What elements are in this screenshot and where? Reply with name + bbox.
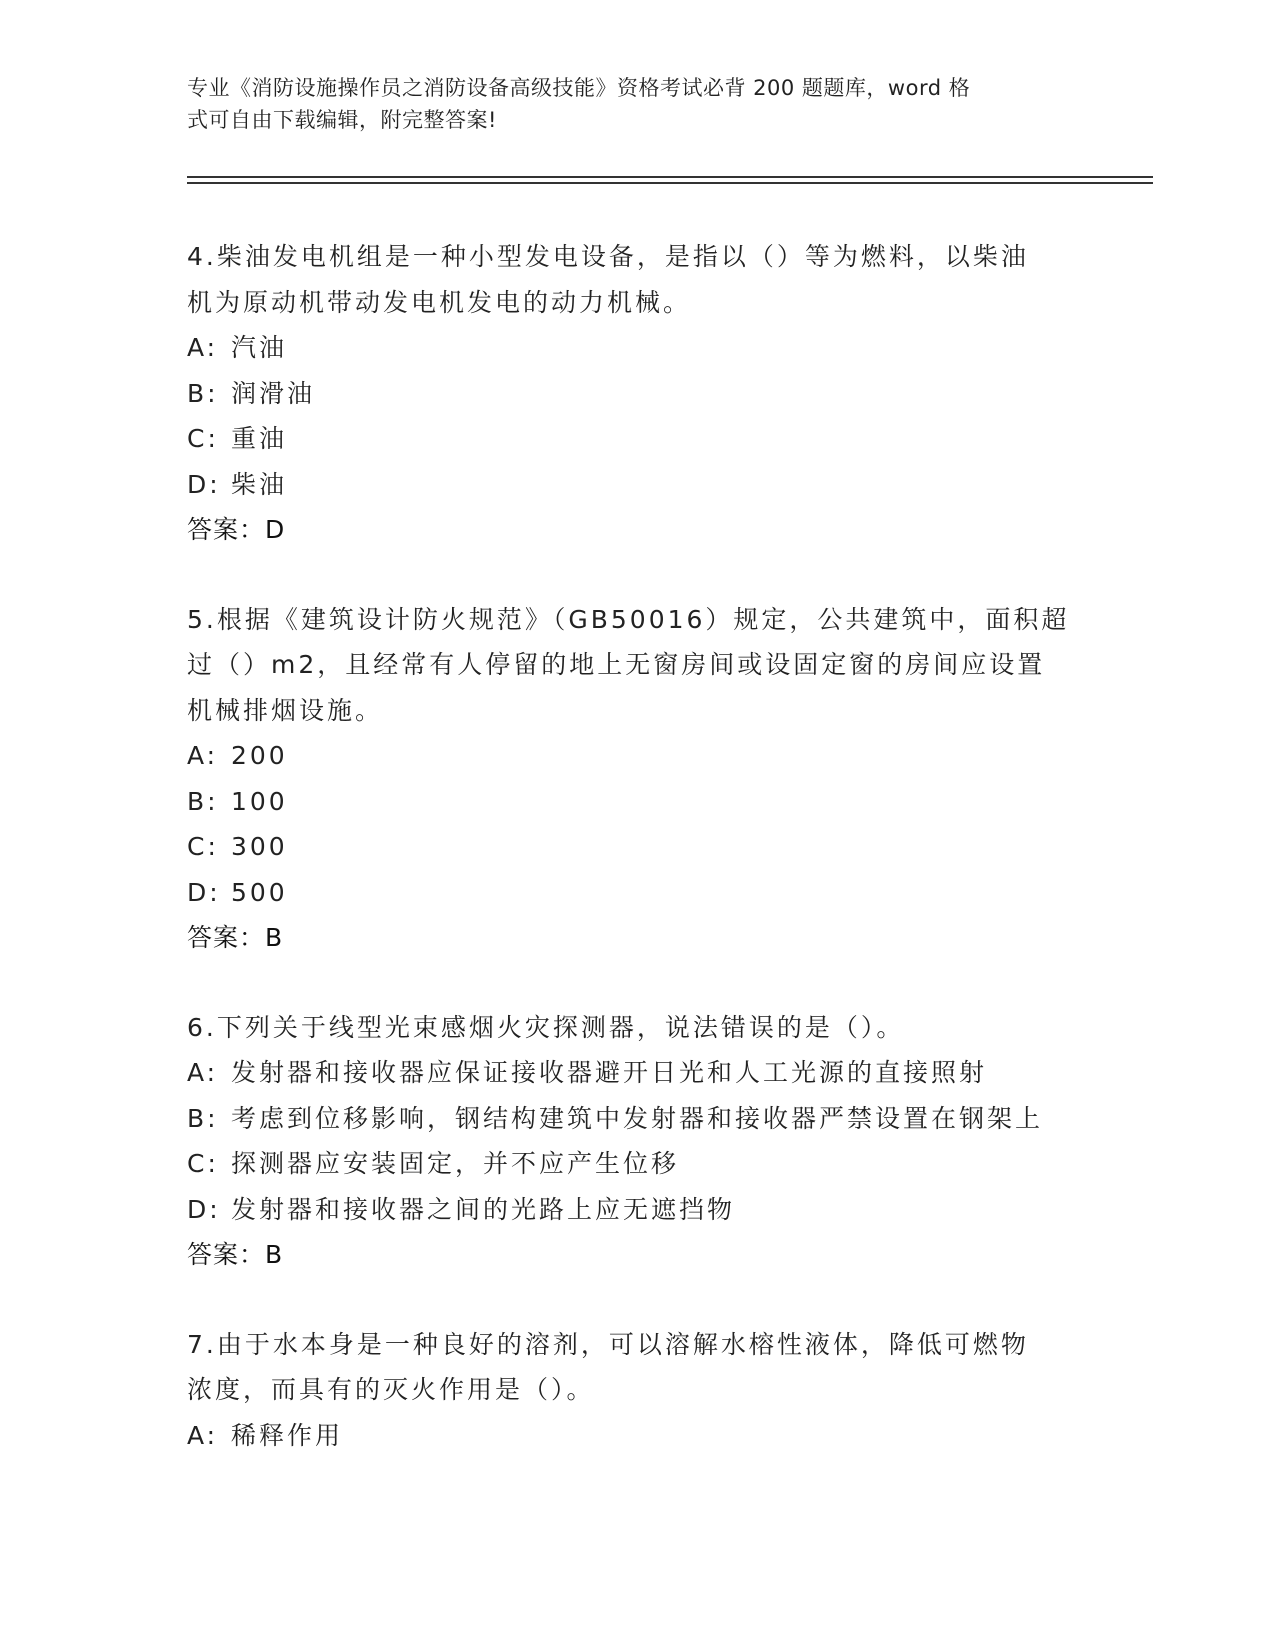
option-text: 柴油: [231, 469, 288, 499]
option-text: 探测器应安装固定，并不应产生位移: [231, 1149, 680, 1178]
header-divider-top: [187, 176, 1153, 178]
option-b: [187, 371, 1087, 417]
option-a: [187, 1413, 1087, 1459]
option-text: 300: [231, 832, 288, 861]
header-line-1: 专业《消防设施操作员之消防设备高级技能》资格考试必背 200 题题库，word 格: [187, 76, 971, 100]
option-text: 汽油: [231, 333, 288, 362]
option-letter: A:: [187, 741, 219, 770]
option-text: 重油: [231, 424, 288, 453]
option-text: 200: [231, 741, 288, 770]
option-a: [187, 1050, 1087, 1096]
question-text: [187, 234, 1087, 325]
option-text: 润滑油: [231, 378, 316, 408]
document-header: [187, 72, 1067, 136]
header-line-2: 式可自由下载编辑，附完整答案!: [187, 108, 497, 132]
question-text: [187, 597, 1087, 734]
question-line: 浓度，而具有的灭火作用是（）。: [187, 1375, 595, 1404]
option-letter: C:: [187, 1149, 219, 1178]
option-letter: D:: [187, 1194, 221, 1224]
answer-line: 答案：B: [187, 923, 284, 952]
option-text: 发射器和接收器应保证接收器避开日光和人工光源的直接照射: [231, 1058, 988, 1087]
option-letter: B:: [187, 1103, 219, 1133]
question-line: 过（）m2，且经常有人停留的地上无窗房间或设固定窗的房间应设置: [187, 650, 1046, 679]
question-text: [187, 1005, 1087, 1051]
question-line: 7.由于水本身是一种良好的溶剂，可以溶解水榕性液体，降低可燃物: [187, 1329, 1029, 1359]
question-4: [187, 234, 1087, 553]
question-line: 机械排烟设施。: [187, 695, 384, 725]
option-text: 稀释作用: [231, 1420, 344, 1450]
question-line: 5.根据《建筑设计防火规范》（GB50016）规定，公共建筑中，面积超: [187, 604, 1070, 634]
option-letter: C:: [187, 424, 219, 453]
option-letter: B:: [187, 786, 219, 816]
header-divider-bottom: [187, 182, 1153, 184]
question-line: 6.下列关于线型光束感烟火灾探测器，说法错误的是（）。: [187, 1012, 905, 1042]
option-letter: A:: [187, 1058, 219, 1087]
option-a: [187, 325, 1087, 371]
option-letter: B:: [187, 378, 219, 408]
option-d: [187, 462, 1087, 508]
question-line: 机为原动机带动发电机发电的动力机械。: [187, 287, 692, 317]
option-c: [187, 416, 1087, 462]
option-letter: A:: [187, 1420, 219, 1450]
option-d: [187, 1187, 1087, 1233]
question-5: [187, 597, 1087, 961]
option-b: [187, 779, 1087, 825]
option-d: [187, 870, 1087, 916]
answer-line: 答案：D: [187, 515, 286, 544]
question-6: [187, 1005, 1087, 1278]
option-text: 发射器和接收器之间的光路上应无遮挡物: [231, 1194, 736, 1224]
option-letter: D:: [187, 469, 221, 499]
option-b: [187, 1096, 1087, 1142]
option-letter: D:: [187, 877, 221, 907]
question-list: [187, 234, 1087, 1502]
option-a: [187, 733, 1087, 779]
question-line: 4.柴油发电机组是一种小型发电设备，是指以（）等为燃料，以柴油: [187, 242, 1029, 271]
option-c: [187, 824, 1087, 870]
option-letter: C:: [187, 832, 219, 861]
option-letter: A:: [187, 333, 219, 362]
question-text: [187, 1322, 1087, 1413]
answer-line: 答案：B: [187, 1240, 284, 1269]
question-7: [187, 1322, 1087, 1459]
option-text: 考虑到位移影响，钢结构建筑中发射器和接收器严禁设置在钢架上: [231, 1103, 1044, 1133]
option-text: 500: [231, 877, 288, 907]
option-c: [187, 1141, 1087, 1187]
option-text: 100: [231, 786, 288, 816]
